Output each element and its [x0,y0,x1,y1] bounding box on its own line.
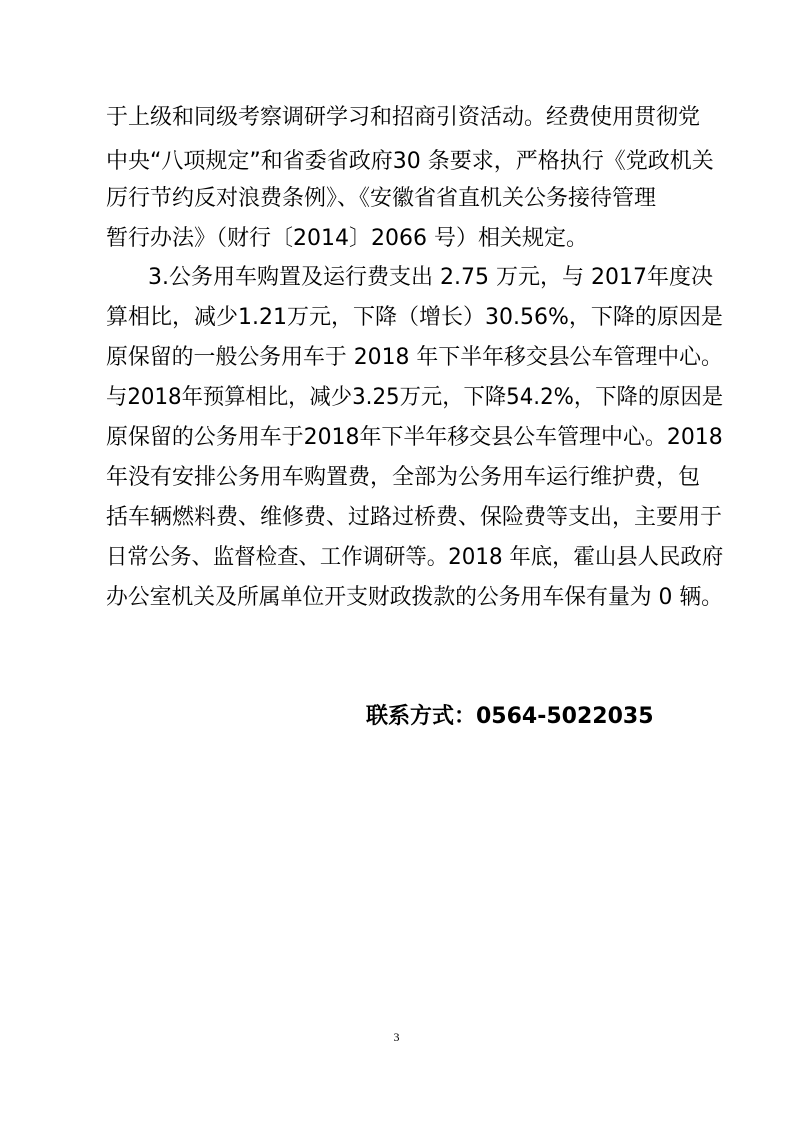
line-text: 中央“八项规定”和省委省政府30 条要求，严格执行《党政机关 [106,149,714,174]
line-text: 原保留的公务用车于2018年下半年移交县公车管理中心。2018 [106,425,723,450]
line-text: 厉行节约反对浪费条例》、《安徽省省直机关公务接待管理 [106,186,657,211]
page-number: 3 [393,1030,400,1044]
contact-text: 联系方式：0564-5022035 [366,704,654,729]
line-text: 办公室机关及所属单位开支财政拨款的公务用车保有量为 0 辆。 [106,585,724,610]
line-text: 于上级和同级考察调研学习和招商引资活动。经费使用贯彻党 [106,105,701,130]
line-text: 3.公务用车购置及运行费支出 2.75 万元，与 2017年度决 [148,265,713,290]
line-text: 与2018年预算相比，减少3.25万元，下降54.2%，下降的原因是 [106,385,724,410]
line-text: 年没有安排公务用车购置费，全部为公务用车运行维护费，包 [106,465,701,490]
line-text: 暂行办法》（财行〔2014〕2066 号）相关规定。 [106,226,588,251]
line-text: 算相比，减少1.21万元，下降（增长）30.56%，下降的原因是 [106,305,723,330]
line-text: 括车辆燃料费、维修费、过路过桥费、保险费等支出，主要用于 [106,505,723,530]
line-text: 原保留的一般公务用车于 2018 年下半年移交县公车管理中心。 [106,345,723,370]
line-text: 日常公务、监督检查、工作调研等。2018 年底，霍山县人民政府 [106,545,724,570]
